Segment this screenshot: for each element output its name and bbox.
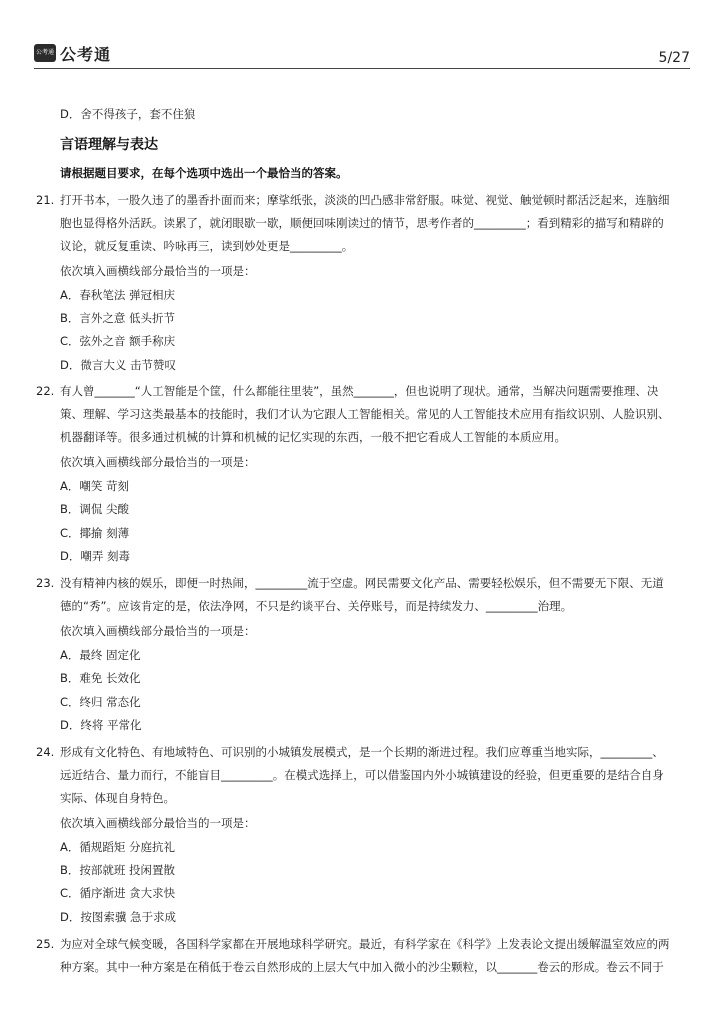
question-text-line: 形成有文化特色、有地域特色、可识别的小城镇发展模式，是一个长期的渐进过程。我们应尊重当地实际，_________、	[60, 745, 664, 759]
question-prompt: 依次填入画横线部分最恰当的一项是：	[60, 816, 256, 830]
question-text-line: 德的“秀”。应该肯定的是，依法净网，不只是约谈平台、关停账号，而是持续发力、_________治理。	[60, 599, 573, 613]
question-number: 24.	[36, 745, 55, 759]
question-prompt: 依次填入画横线部分最恰当的一项是：	[60, 264, 256, 278]
question-text-line: 种方案。其中一种方案是在稍低于卷云自然形成的上层大气中加入微小的沙尘颗粒，以_______卷云的形成。卷云不同于	[60, 960, 664, 974]
logo-text: 公考通	[60, 45, 112, 64]
option-a[interactable]: A．最终 固定化	[60, 648, 141, 662]
question-number: 22.	[36, 384, 55, 398]
question-prompt: 依次填入画横线部分最恰当的一项是：	[60, 455, 256, 469]
question-prompt: 依次填入画横线部分最恰当的一项是：	[60, 624, 256, 638]
question-number: 23.	[36, 576, 55, 590]
option-d[interactable]: D．按图索骥 急于求成	[60, 910, 177, 924]
question-text-line: 为应对全球气候变暖，各国科学家都在开展地球科学研究。最近，有科学家在《科学》上发表论文提出缓解温室效应的两	[60, 937, 670, 951]
section-title: 言语理解与表达	[60, 137, 158, 153]
option-b[interactable]: B．言外之意 低头折节	[60, 311, 176, 325]
option-a[interactable]: A．嘲笑 苛刻	[60, 479, 130, 493]
option-c[interactable]: C．终归 常态化	[60, 695, 141, 709]
option-b[interactable]: B．难免 长效化	[60, 671, 141, 685]
carryover-option: D．舍不得孩子，套不住狼	[60, 107, 196, 121]
section-instruction: 请根据题目要求，在每个选项中选出一个最恰当的答案。	[60, 166, 348, 180]
question-text-line: 远近结合、量力而行，不能盲目_________。在模式选择上，可以借鉴国内外小城镇建设的经验，但更重要的是结合自身	[60, 768, 664, 782]
page-header	[0, 0, 724, 72]
option-c[interactable]: C．揶揄 刻薄	[60, 526, 130, 540]
question-text-line: 议论，就反复重读、吟咏再三，读到妙处更是_________。	[60, 239, 354, 253]
logo-icon: 公考通	[34, 44, 56, 62]
option-c[interactable]: C．弦外之音 额手称庆	[60, 334, 176, 348]
option-a[interactable]: A．春秋笔法 弹冠相庆	[60, 288, 176, 302]
question-text-line: 机器翻译等。很多通过机械的计算和机械的记忆实现的东西，一般不把它看成人工智能的本质应用。	[60, 430, 566, 444]
option-b[interactable]: B．调侃 尖酸	[60, 502, 130, 516]
option-d[interactable]: D．微言大义 击节赞叹	[60, 358, 177, 372]
question-text-line: 有人曾_______“人工智能是个筐，什么都能往里装”，虽然_______，但也说明了现状。通常，当解决问题需要推理、决	[60, 384, 659, 398]
option-d[interactable]: D．嘲弄 刻毒	[60, 549, 131, 563]
question-number: 21.	[36, 193, 55, 207]
question-text-line: 实际、体现自身特色。	[60, 791, 175, 805]
question-text-line: 胞也显得格外活跃。读累了，就闭眼歇一歇，顺便回味刚读过的情节，思考作者的_________；看到精彩的描写和精辟的	[60, 216, 664, 230]
question-number: 25.	[36, 937, 55, 951]
option-a[interactable]: A．循规蹈矩 分庭抗礼	[60, 840, 176, 854]
option-d[interactable]: D．终将 平常化	[60, 718, 142, 732]
question-text-line: 没有精神内核的娱乐，即便一时热闹，_________流于空虚。网民需要文化产品、需要轻松娱乐，但不需要无下限、无道	[60, 576, 664, 590]
question-text-line: 策、理解、学习这类最基本的技能时，我们才认为它跟人工智能相关。常见的人工智能技术应用有指纹识别、人脸识别、	[60, 407, 670, 421]
page-number: 5/27	[658, 50, 690, 66]
question-text-line: 打开书本，一股久违了的墨香扑面而来；摩挲纸张，淡淡的凹凸感非常舒服。味觉、视觉、触觉顿时都活泛起来，连脑细	[60, 193, 670, 207]
option-c[interactable]: C．循序渐进 贪大求快	[60, 886, 176, 900]
header-divider	[34, 68, 690, 69]
option-b[interactable]: B．按部就班 投闲置散	[60, 863, 176, 877]
